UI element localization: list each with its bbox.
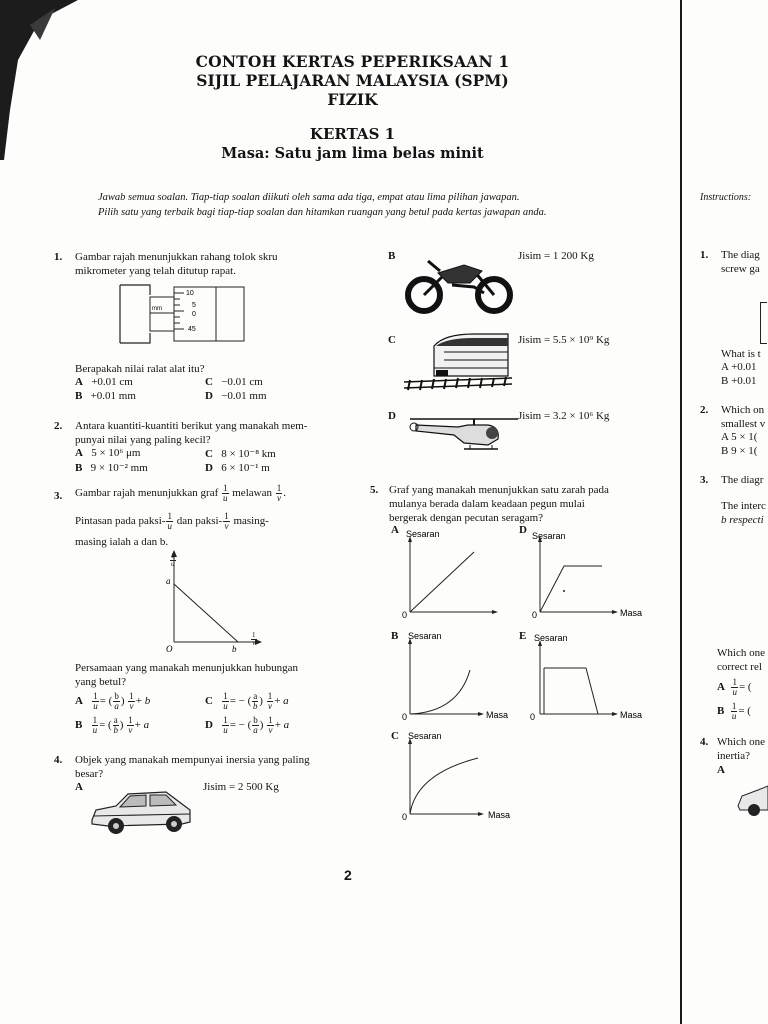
q3-option-c: C $\frac{1}{u}$ = − ( $\frac{a}{b}$ ) $\frac{1}{v}$ + a [205, 691, 289, 711]
q5-graph-e [526, 630, 652, 722]
q5-d-x-label: Masa [620, 608, 643, 618]
en-q1-option-a: A +0.01 [721, 361, 757, 373]
scale-label-0: 0 [192, 311, 196, 318]
en-q3-text1: The diagr [721, 474, 764, 486]
en-q2-number: 2. [700, 404, 709, 416]
q4-option-b-key: B [388, 250, 396, 262]
q3-number: 3. [54, 490, 63, 502]
helicopter-icon [408, 413, 520, 455]
scale-label-45: 45 [188, 326, 196, 333]
mm-label: mm [152, 306, 162, 312]
q5-a-origin: 0 [402, 610, 408, 620]
en-q3-text3: b respecti [721, 514, 764, 526]
column-divider [680, 0, 682, 1024]
en-micrometer-fragment [760, 302, 767, 344]
q5-text-line1: Graf yang manakah menunjukkan satu zarah pada [389, 484, 609, 496]
q5-graph-a [398, 528, 508, 623]
graph-origin-label: O [166, 644, 173, 654]
q3-x-axis-label: $\frac{1}{v}$ [252, 630, 256, 647]
q2-option-a: A 5 × 10⁶ μm [75, 447, 141, 459]
paper-number: KERTAS 1 [309, 125, 396, 143]
q1-option-a: A +0.01 cm [75, 376, 133, 388]
q5-option-b-key: B [391, 630, 399, 642]
micrometer-diagram [118, 283, 248, 345]
en-q3-option-a: A $\frac{1}{u}$ = ( [717, 677, 752, 697]
q5-option-d-key: D [519, 524, 527, 536]
page-number: 2 [344, 867, 352, 883]
q5-b-origin: 0 [402, 712, 408, 722]
q2-option-b: B 9 × 10⁻² mm [75, 462, 148, 474]
q4-text-line1: Objek yang manakah mempunyai inersia yang paling [75, 754, 310, 766]
scale-label-5: 5 [192, 302, 196, 309]
q1-text-line2: mikrometer yang telah ditutup rapat. [75, 265, 236, 277]
instruction-line-2: Pilih satu yang terbaik bagi tiap-tiap soalan dan hitamkan ruangan yang betul pada kertas jawapan anda. [98, 207, 547, 218]
en-q3-question1: Which one [717, 647, 765, 659]
en-q4-number: 4. [700, 736, 709, 748]
q5-option-c-key: C [391, 730, 399, 742]
q4-number: 4. [54, 754, 63, 766]
q3-text-line3: masing ialah a dan b. [75, 536, 169, 548]
graph-b-label: b [232, 644, 237, 654]
en-q2-text2: smallest v [721, 418, 766, 430]
en-q2-text1: Which on [721, 404, 765, 416]
q1-question: Berapakah nilai ralat alat itu? [75, 363, 205, 375]
english-instructions-label: Instructions: [700, 192, 752, 203]
q5-e-y-label: Sesaran [534, 633, 568, 643]
q5-b-y-label: Sesaran [408, 631, 442, 641]
q3-text-line1: Gambar rajah menunjukkan graf $\frac{1}{u}$ melawan $\frac{1}{v}$ . [75, 483, 286, 503]
en-q4-text1: Which one [717, 736, 765, 748]
en-q2-option-b: B 9 × 1( [721, 445, 758, 457]
q5-graph-d [526, 528, 652, 623]
exam-subtitle: SIJIL PELAJARAN MALAYSIA (SPM) [196, 71, 509, 90]
q2-option-d: D 6 × 10⁻¹ m [205, 462, 270, 474]
en-q3-question2: correct rel [717, 661, 762, 673]
q5-e-origin: 0 [530, 712, 536, 722]
en-q1-text1: The diag [721, 249, 760, 261]
en-q3-option-b: B $\frac{1}{u}$ = ( [717, 701, 751, 721]
q1-option-b: B +0.01 mm [75, 390, 136, 402]
q5-graph-c [398, 730, 516, 822]
graph-a-label: a [166, 576, 171, 586]
q4-option-a-mass: Jisim = 2 500 Kg [203, 781, 279, 793]
q5-b-x-label: Masa [486, 710, 509, 720]
q4-option-d-mass: Jisim = 3.2 × 10⁶ Kg [518, 410, 610, 422]
en-q2-option-a: A 5 × 1( [721, 431, 758, 443]
q2-option-c: C 8 × 10⁻⁸ km [205, 448, 276, 460]
q5-graph-b [398, 630, 516, 722]
q3-text-line2: Pintasan pada paksi- $\frac{1}{u}$ dan paksi- $\frac{1}{v}$ masing- [75, 511, 269, 531]
q5-text-line2: mulanya berada dalam keadaan pegun mulai [389, 498, 585, 510]
q5-option-e-key: E [519, 630, 527, 642]
exam-title: CONTOH KERTAS PEPERIKSAAN 1 [195, 52, 510, 71]
q5-a-y-label: Sesaran [406, 529, 440, 539]
car-icon [88, 788, 194, 840]
q4-text-line2: besar? [75, 768, 104, 780]
q1-option-d: D −0.01 mm [205, 390, 267, 402]
instruction-line-1: Jawab semua soalan. Tiap-tiap soalan diikuti oleh sama ada tiga, empat atau lima pilihan jawapan. [98, 192, 520, 203]
q2-text-line1: Antara kuantiti-kuantiti berikut yang manakah mem- [75, 420, 308, 432]
q4-option-b-mass: Jisim = 1 200 Kg [518, 250, 594, 262]
q3-option-a: A $\frac{1}{u}$ = ( $\frac{b}{a}$ ) $\frac{1}{v}$ + b [75, 691, 151, 711]
q2-number: 2. [54, 420, 63, 432]
en-q4-option-a: A [717, 764, 725, 776]
q1-text-line1: Gambar rajah menunjukkan rahang tolok skru [75, 251, 278, 263]
q3-question-line1: Persamaan yang manakah menunjukkan hubungan [75, 662, 298, 674]
en-q3-text2: The interc [721, 500, 766, 512]
q5-d-origin: 0 [532, 610, 538, 620]
q5-c-x-label: Masa [488, 810, 511, 820]
q3-option-b: B $\frac{1}{u}$ = ( $\frac{a}{b}$ ) $\frac{1}{v}$ + a [75, 715, 150, 735]
exam-subject: FIZIK [327, 90, 378, 109]
q5-e-x-label: Masa [620, 710, 643, 720]
q4-option-d-key: D [388, 410, 396, 422]
q4-option-c-key: C [388, 334, 396, 346]
q3-option-d: D $\frac{1}{u}$ = − ( $\frac{b}{a}$ ) $\frac{1}{v}$ + a [205, 715, 290, 735]
en-car-icon-fragment [736, 780, 768, 820]
q3-y-axis-label: $\frac{1}{u}$ [171, 551, 175, 568]
en-q1-question: What is t [721, 348, 761, 360]
q4-option-c-mass: Jisim = 5.5 × 10⁹ Kg [518, 334, 610, 346]
exam-duration: Masa: Satu jam lima belas minit [221, 145, 484, 162]
q2-text-line2: punyai nilai yang paling kecil? [75, 434, 211, 446]
scale-label-10: 10 [186, 290, 194, 297]
train-icon [404, 332, 512, 394]
q5-c-origin: 0 [402, 812, 408, 822]
q5-text-line3: bergerak dengan pecutan seragam? [389, 512, 544, 524]
q1-number: 1. [54, 251, 63, 263]
q5-c-y-label: Sesaran [408, 731, 442, 741]
en-q3-number: 3. [700, 474, 709, 486]
q5-d-y-label: Sesaran [532, 531, 566, 541]
en-q1-text2: screw ga [721, 263, 760, 275]
en-q4-text2: inertia? [717, 750, 750, 762]
en-q1-option-b: B +0.01 [721, 375, 757, 387]
q5-option-a-key: A [391, 524, 399, 536]
q1-option-c: C −0.01 cm [205, 376, 263, 388]
q5-number: 5. [370, 484, 379, 496]
q3-question-line2: yang betul? [75, 676, 127, 688]
q4-option-a-key: A [75, 781, 83, 793]
en-q1-number: 1. [700, 249, 709, 261]
motorcycle-icon [404, 253, 516, 315]
